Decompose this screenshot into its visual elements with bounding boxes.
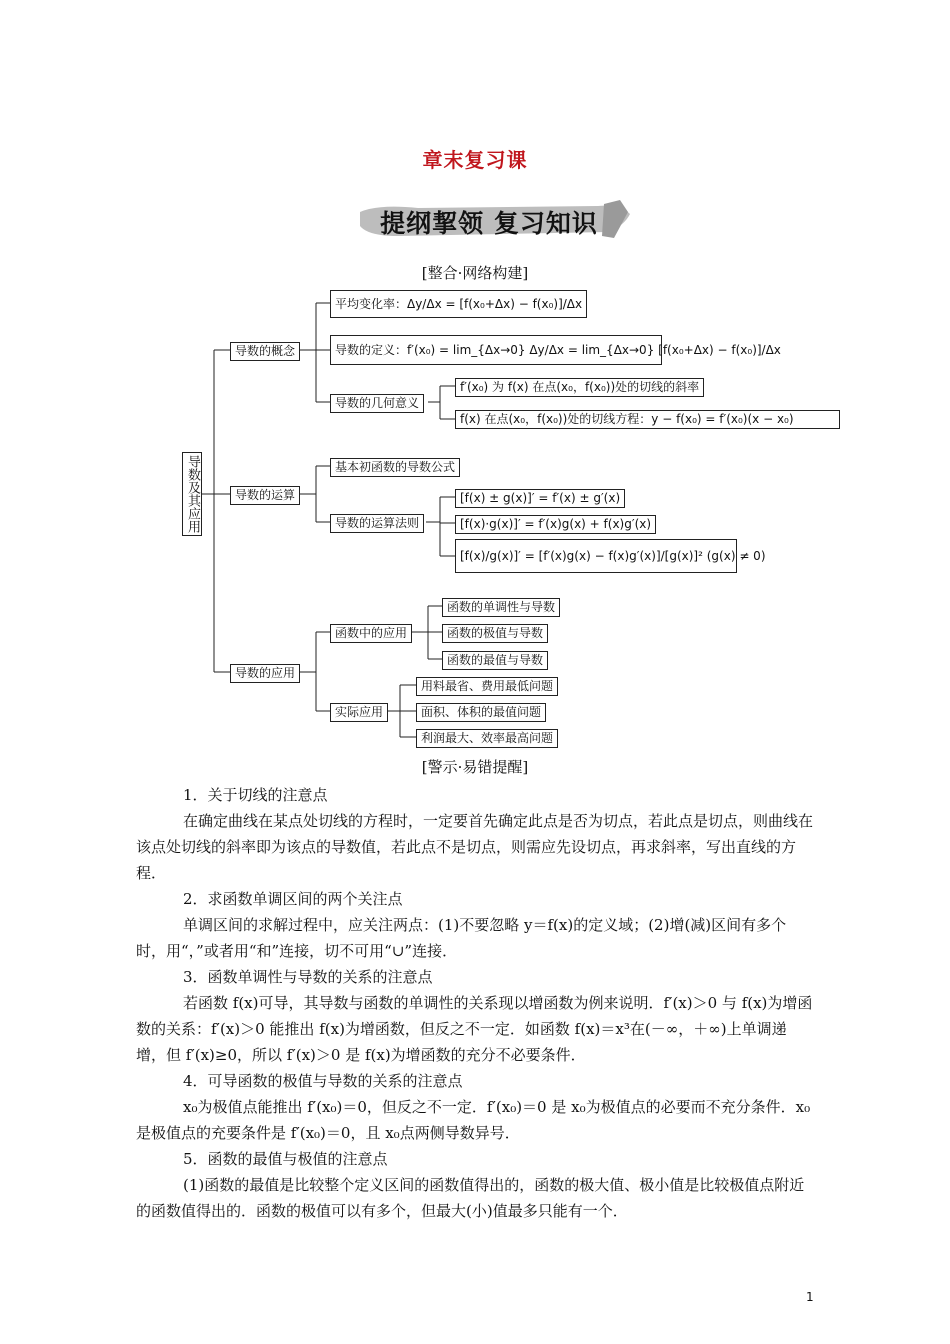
section-label-warnings: [警示·易错提醒]	[421, 758, 529, 776]
heading-1: 1．关于切线的注意点	[183, 786, 328, 804]
paragraph-1: 在确定曲线在某点处切线的方程时，一定要首先确定此点是否为切点，若此点是切点，则曲线在该点处切线的斜率即为该点的导数值，若此点不是切点，则需应先设切点，再求斜率，写出直线的方程．	[136, 812, 814, 882]
heading-4: 4．可导函数的极值与导数的关系的注意点	[183, 1072, 463, 1090]
node-practical-applications: 实际应用	[330, 703, 388, 722]
node-profit-problem: 利润最大、效率最高问题	[416, 729, 558, 748]
node-tangent-slope: f′(x₀) 为 f(x) 在点(x₀，f(x₀))处的切线的斜率	[455, 378, 704, 397]
heading-5: 5．函数的最值与极值的注意点	[183, 1150, 388, 1168]
page-number: 1	[806, 1290, 814, 1304]
section-label-network: [整合·网络构建]	[421, 264, 529, 282]
paragraph-3: 若函数 f(x)可导，其导数与函数的单调性的关系现以增函数为例来说明．f′(x)＞0 与 f(x)为增函数的关系：f′(x)＞0 能推出 f(x)为增函数，但反之不一定．如函数 f(x)＝x³在(－∞，＋∞)上单调递增，但 f′(x)≥0，所以 f′(x)＞0 是 f(x)为增函数的充分不必要条件．	[136, 994, 813, 1064]
node-derivative-operations: 导数的运算	[230, 486, 300, 505]
node-derivative-concept: 导数的概念	[230, 342, 300, 361]
node-derivative-applications: 导数的应用	[230, 664, 300, 683]
page-title: 章末复习课	[422, 148, 528, 172]
node-operation-rules: 导数的运算法则	[330, 514, 424, 533]
node-tangent-equation: f(x) 在点(x₀，f(x₀))处的切线方程：y − f(x₀) = f′(x₀)(x − x₀)	[455, 410, 840, 429]
paragraph-2: 单调区间的求解过程中，应关注两点：(1)不要忽略 y＝f(x)的定义域；(2)增(减)区间有多个时，用“，”或者用“和”连接，切不可用“∪”连接．	[136, 916, 787, 960]
node-function-applications: 函数中的应用	[330, 624, 412, 643]
node-max-min: 函数的最值与导数	[442, 651, 548, 670]
banner-text: 提纲挈领 复习知识	[380, 209, 598, 238]
paragraph-4: x₀为极值点能推出 f′(x₀)＝0，但反之不一定．f′(x₀)＝0 是 x₀为极值点的必要而不充分条件．x₀是极值点的充要条件是 f′(x₀)＝0，且 x₀点两侧导数异号．	[136, 1098, 811, 1142]
paragraph-5: (1)函数的最值是比较整个定义区间的函数值得出的，函数的极大值、极小值是比较极值点附近的函数值得出的．函数的极值可以有多个，但最大(小)值最多只能有一个．	[136, 1176, 805, 1220]
node-extremum: 函数的极值与导数	[442, 624, 548, 643]
root-node: 导数及其应用	[182, 452, 202, 536]
node-sum-rule: [f(x) ± g(x)]′ = f′(x) ± g′(x)	[455, 489, 625, 508]
node-product-rule: [f(x)·g(x)]′ = f′(x)g(x) + f(x)g′(x)	[455, 515, 656, 534]
node-geometric-meaning: 导数的几何意义	[330, 394, 424, 413]
heading-2: 2．求函数单调区间的两个关注点	[183, 890, 403, 908]
node-monotonicity: 函数的单调性与导数	[442, 598, 560, 617]
node-cost-problem: 用料最省、费用最低问题	[416, 677, 558, 696]
node-average-rate: 平均变化率：Δy/Δx = [f(x₀+Δx) − f(x₀)]/Δx	[330, 290, 587, 318]
node-basic-formulas: 基本初函数的导数公式	[330, 458, 460, 477]
body-text	[136, 782, 816, 1224]
node-quotient-rule: [f(x)/g(x)]′ = [f′(x)g(x) − f(x)g′(x)]/[g(x)]² (g(x) ≠ 0)	[455, 539, 737, 573]
heading-3: 3．函数单调性与导数的关系的注意点	[183, 968, 433, 986]
node-area-volume-problem: 面积、体积的最值问题	[416, 703, 546, 722]
node-derivative-definition: 导数的定义：f′(x₀) = lim_{Δx→0} Δy/Δx = lim_{Δx→0} [f(x₀+Δx) − f(x₀)]/Δx	[330, 335, 662, 365]
